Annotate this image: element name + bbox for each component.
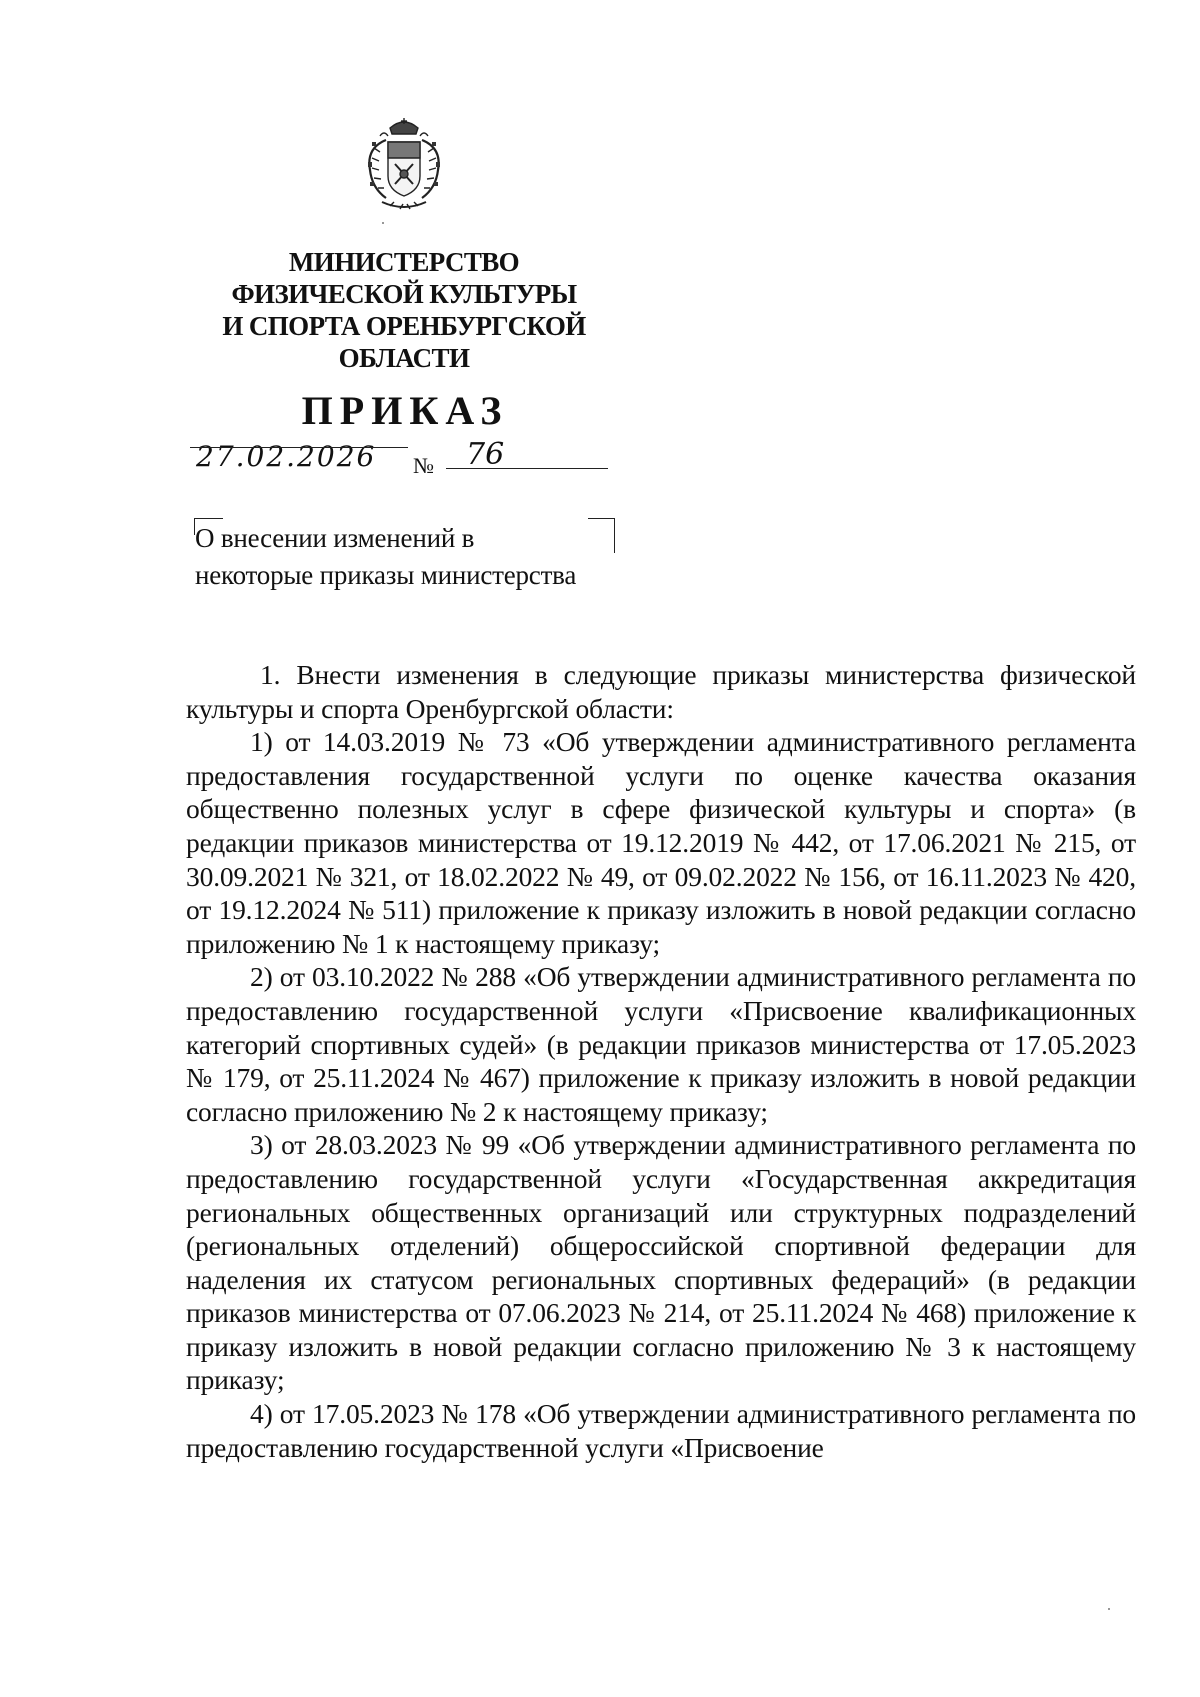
scan-speck	[1108, 1608, 1110, 1610]
body-paragraph: 1) от 14.03.2019 № 73 «Об утверждении административного регламента предоставления государственной услуги по оценке качества оказания общественно полезных услуг в сфере физической культуры и спорта» (в редакции приказов министерства от 19.12.2019 № 442, от 17.06.2021 № 215, от 30.09.2021 № 321, от 18.02.2022 № 49, от 09.02.2022 № 156, от 16.11.2023 № 420, от 19.12.2024 № 511) приложение к приказу изложить в новой редакции согласно приложению № 1 к настоящему приказу;	[186, 726, 1136, 959]
order-number: 76	[466, 437, 505, 472]
ministry-name-line: МИНИСТЕРСТВО	[288, 247, 520, 277]
document-type-title: ПРИКАЗ	[301, 388, 509, 433]
order-subject-line: О внесении изменений в	[195, 523, 475, 553]
order-subject	[195, 520, 625, 594]
coat-of-arms-icon	[360, 118, 448, 218]
scan-speck	[382, 222, 384, 224]
body-paragraph: 3) от 28.03.2023 № 99 «Об утверждении административного регламента по предоставлению государственной услуги «Государственная аккредитация региональных общественных организаций или структурных подразделений (региональных отделений) общероссийской спортивной федерации для наделения их статусом региональных спортивных федераций» (в редакции приказов министерства от 07.06.2023 № 214, от 25.11.2024 № 468) приложение к приказу изложить в новой редакции согласно приложению № 3 к настоящему приказу;	[186, 1129, 1136, 1396]
order-date: 27.02.2026	[196, 440, 377, 473]
order-body	[186, 658, 1136, 1464]
ministry-name-line: ФИЗИЧЕСКОЙ КУЛЬТУРЫ	[231, 279, 577, 309]
ministry-name	[170, 246, 638, 374]
number-underline	[446, 468, 608, 469]
order-subject-line: некоторые приказы министерства	[195, 560, 577, 590]
ministry-name-line: ОБЛАСТИ	[338, 343, 470, 373]
body-paragraph: 4) от 17.05.2023 № 178 «Об утверждении административного регламента по предоставлению государственной услуги «Присвоение	[186, 1398, 1136, 1463]
date-underline	[190, 447, 408, 448]
ministry-name-line: И СПОРТА ОРЕНБУРГСКОЙ	[222, 311, 586, 341]
body-paragraph: 1. Внести изменения в следующие приказы министерства физической культуры и спорта Оренбургской области:	[186, 659, 1136, 724]
body-paragraph: 2) от 03.10.2022 № 288 «Об утверждении административного регламента по предоставлению государственной услуги «Присвоение квалификационных категорий спортивных судей» (в редакции приказов министерства от 17.05.2023 № 179, от 25.11.2024 № 467) приложение к приказу изложить в новой редакции согласно приложению № 2 к настоящему приказу;	[186, 961, 1136, 1127]
number-sign: №	[413, 453, 434, 478]
